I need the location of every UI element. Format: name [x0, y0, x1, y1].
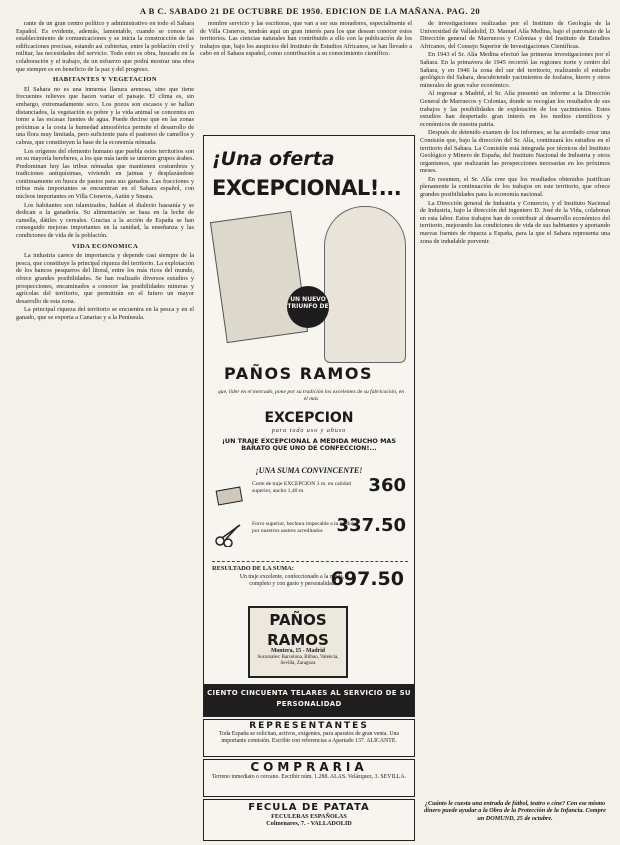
store-signboard	[248, 606, 348, 678]
paragraph: La principal riqueza del territorio se encuentra en la pesca y en el ganado, que se exporta a Canarias y a la Península.	[16, 306, 194, 321]
paragraph: de investigaciones realizadas por el Instituto de Geología de la Universidad de Valladolid, D. Manuel Alía Medina, bajo el patronato de la Dirección general de Marruecos y Colonias y del Instituto de Estudios Africanos, del Consejo Superior de Investigaciones Científicas.	[420, 20, 610, 50]
product-name: EXCEPCION	[264, 410, 354, 426]
store-brand-line1: PAÑOS	[269, 611, 327, 629]
suma-heading: ¡UNA SUMA CONVINCENTE!	[255, 466, 363, 475]
section-heading: HABITANTES Y VEGETACION	[53, 76, 157, 84]
result-price: 697.50	[330, 568, 404, 590]
classified-body: Toda España se solicitan, activos, exigentes, para aparatos de gran venta. Una importante comisión. Escribir con referencias a Apartado 137. ALICANTE.	[218, 731, 400, 744]
article-column-left	[16, 20, 194, 842]
triunfo-seal	[287, 286, 329, 328]
man-in-suit-illustration	[324, 206, 406, 363]
classified-fecula	[203, 799, 415, 841]
classified-body: Terreno inmediato o cercano. Escribir núm. 1.288. ALAS. Velázquez, 3. SEVILLA.	[212, 774, 406, 780]
offer-text: ¡UN TRAJE EXCEPCIONAL A MEDIDA MUCHO MAS BARATO QUE UNO DE CONFECCION!...	[222, 437, 396, 453]
price-row-text: Forro superior, hechura impecable a la medida por nuestros sastres acreditados	[252, 521, 356, 534]
classified-representantes	[203, 719, 415, 757]
result-text: Un traje excelente, confeccionado a la moda, completo y con gusto y personalidad	[239, 574, 345, 587]
domund-notice: ¿Cuánto le cuesta una entrada de fútbol, teatro o cine? Con ese mismo dinero puede ayudar a la Obra de la Protección de la Infancia. Compre un DOMUND, 25 de octubre.	[424, 800, 606, 822]
fabric-icon	[214, 483, 244, 507]
paragraph: Después de detenido examen de los informes, se ha acordado crear una Comisión que, bajo la dirección del Sr. Alía, continuará los estudios en el territorio del Sahara. La Comisión está integrada por técnicos del Instituto Geológico y Minero de España, del Instituto Nacional de Industria y otros organismos, que realizarán las prospecciones necesarias en los próximos meses.	[420, 129, 610, 175]
store-brand-line2: RAMOS	[267, 631, 329, 649]
paragraph: nombre servicio y las escritoras, que van a ser sus moradores, especialmente el de Villa Cisneros, tendrán aquí un gran interés para los que desean conocer estos territorios. Las ciencias naturales han contribuido a ello con la publicación de los trabajos que, bajo los auspicios del Instituto de Estudios Africanos, se han llevado a cabo en el Sahara español, como contribución a su conocimiento científico.	[200, 20, 412, 58]
classified-title: REPRESENTANTES	[249, 721, 369, 731]
price-row-tailoring	[212, 515, 408, 555]
paragraph: En 1943 el Sr. Alía Medina efectuó las primeras investigaciones por el Sahara. En la primavera de 1945 recorrió las regiones norte y centro del Sahara, y en 1946 la zona del sur del territorio, realizando el estudio geológico del Sahara, descubriendo yacimientos de fosfatos, hierro y otros minerales de gran valor económico.	[420, 51, 610, 89]
paragraph: La Dirección general de Industria y Comercio, y el Instituto Nacional de Industria, bajo la dirección del ingeniero D. José de la Viña, colaboran en esta labor. Estos trabajos han de contribuir al desarrollo económico del territorio, mejorando las condiciones de vida de sus habitantes y aportando nuevas fuentes de riqueza a España, para la que el Sahara representa una zona de indudable porvenir.	[420, 199, 610, 245]
paragraph: El Sahara no es una inmensa llanura arenosa, sino que tiene frecuentes relieves que hacen variar el paisaje. El clima es, sin embargo, extremadamente seco. Los pozos son escasos y se hallan distanciados, la vegetación es pobre y la vida animal se concentra en torno a las escasas fuentes de agua. Puede decirse que en las zonas próximas a la costa la humedad atmosférica permite el desarrollo de una flora muy limitada, pero suficiente para el pastoreo de camellos y cabras, que constituyen la base de la economía nómada.	[16, 85, 194, 146]
classified-title: FECULA DE PATATA	[248, 802, 370, 813]
price-row-text: Corte de traje EXCEPCION 3 m. en calidad superior, ancho 1,40 m.	[252, 481, 351, 494]
classified-line: Colmenares, 7. - VALLADOLID	[266, 820, 352, 828]
paragraph: Los habitantes son islamizados, hablan el dialecto hassanía y se dedican a la ganadería. Su alimentación se basa en la leche de camella, dátiles y cereales. Gracias a la acción de España se han conseguido mejoras importantes en la sanidad, la enseñanza y las condiciones de vida de la población.	[16, 201, 194, 240]
classified-title: COMPRARIA	[250, 760, 368, 774]
ad-headline-1: ¡Una oferta	[212, 148, 335, 170]
product-tagline: para todo uso y abuso	[271, 428, 347, 434]
classified-line: FECULERAS ESPAÑOLAS	[271, 813, 347, 820]
paragraph: Al regresar a Madrid, el Sr. Alía presentó un informe a la Dirección General de Marruecos y Colonias, donde se recogían los resultados de sus trabajos y las posibilidades de explotación de los yacimientos. Estos estudios han despertado gran interés en los medios científicos y económicos de nuestra patria.	[420, 90, 610, 128]
store-address: Montera, 15 - Madrid	[270, 648, 326, 654]
article-column-right	[420, 20, 610, 796]
price-result	[212, 561, 408, 602]
article-column-middle	[200, 20, 412, 130]
result-label: RESULTADO DE LA SUMA:	[212, 565, 294, 572]
price-row-fabric	[212, 475, 408, 515]
paragraph: Los orígenes del elemento humano que puebla estos territorios son en su mayoría bereberes, a los que más tarde se unieron grupos árabes. Predominan hoy las tribus nómadas que mantienen costumbres y tradiciones antiquísimas, viviendo en jaimas y desplazándose continuamente en busca de pastos para sus ganados. Las fracciones y tribus más importantes se encuentran en el Sahara español, con núcleos importantes en Villa Cisneros, Aaiún y Smara.	[16, 147, 194, 201]
price-value: 337.50	[336, 515, 406, 536]
section-heading: VIDA ECONOMICA	[71, 242, 139, 250]
brand-name: PAÑOS RAMOS	[224, 364, 373, 383]
fabric-bolt-illustration	[210, 211, 308, 343]
page-header: A B C. SABADO 21 DE OCTUBRE DE 1950. EDICION DE LA MAÑANA. PAG. 20	[139, 6, 481, 16]
price-value: 360	[368, 475, 406, 496]
paragraph: La industria carece de importancia y depende casi siempre de la pesca, que constituye la principal riqueza del territorio. La explotación de los bancos pesqueros del litoral, entre los más ricos del mundo, ofrece grandes posibilidades. Se han realizado diversos estudios y prospecciones, encaminados a conocer las posibilidades mineras y agrícolas del territorio, que permitirán en el futuro un mayor desarrollo de esta zona.	[16, 252, 194, 305]
ad-intro-text: que, líder en el mercado, pone por su tradición los excelentes de su fabricación, en el más	[217, 389, 405, 402]
store-branches: Sucursales: Barcelona, Bilbao, Valencia, Sevilla, Zaragoza	[257, 654, 339, 666]
ad-banner: CIENTO CINCUENTA TELARES AL SERVICIO DE SU PERSONALIDAD	[204, 684, 414, 716]
paragraph: rante de un gran centro político y administrativo en todo el Sahara Español. Es evidente, además, lamentable, cuando se conoce el establecimiento de comunicaciones y se inicia la construcción de las edificaciones precisas, estando así cubiertas, entre la población civil y militar, las necesidades del servicio. Todo esto es obra, buscado en la colaboración y el trabajo, de un esfuerzo que podrá mostrar una obra que siempre es en beneficio de la paz y del progreso.	[16, 20, 194, 73]
paragraph: En resumen, el Sr. Alía cree que los resultados obtenidos justifican plenamente la continuación de los trabajos en este territorio, que ofrece grandes posibilidades para la economía nacional.	[420, 175, 610, 199]
panos-ramos-advertisement	[203, 135, 415, 717]
seal-text: UN NUEVO TRIUNFO DE	[287, 296, 329, 310]
classified-compraria	[203, 759, 415, 797]
scissors-icon	[214, 523, 244, 547]
ad-headline-2: EXCEPCIONAL!...	[212, 176, 402, 200]
